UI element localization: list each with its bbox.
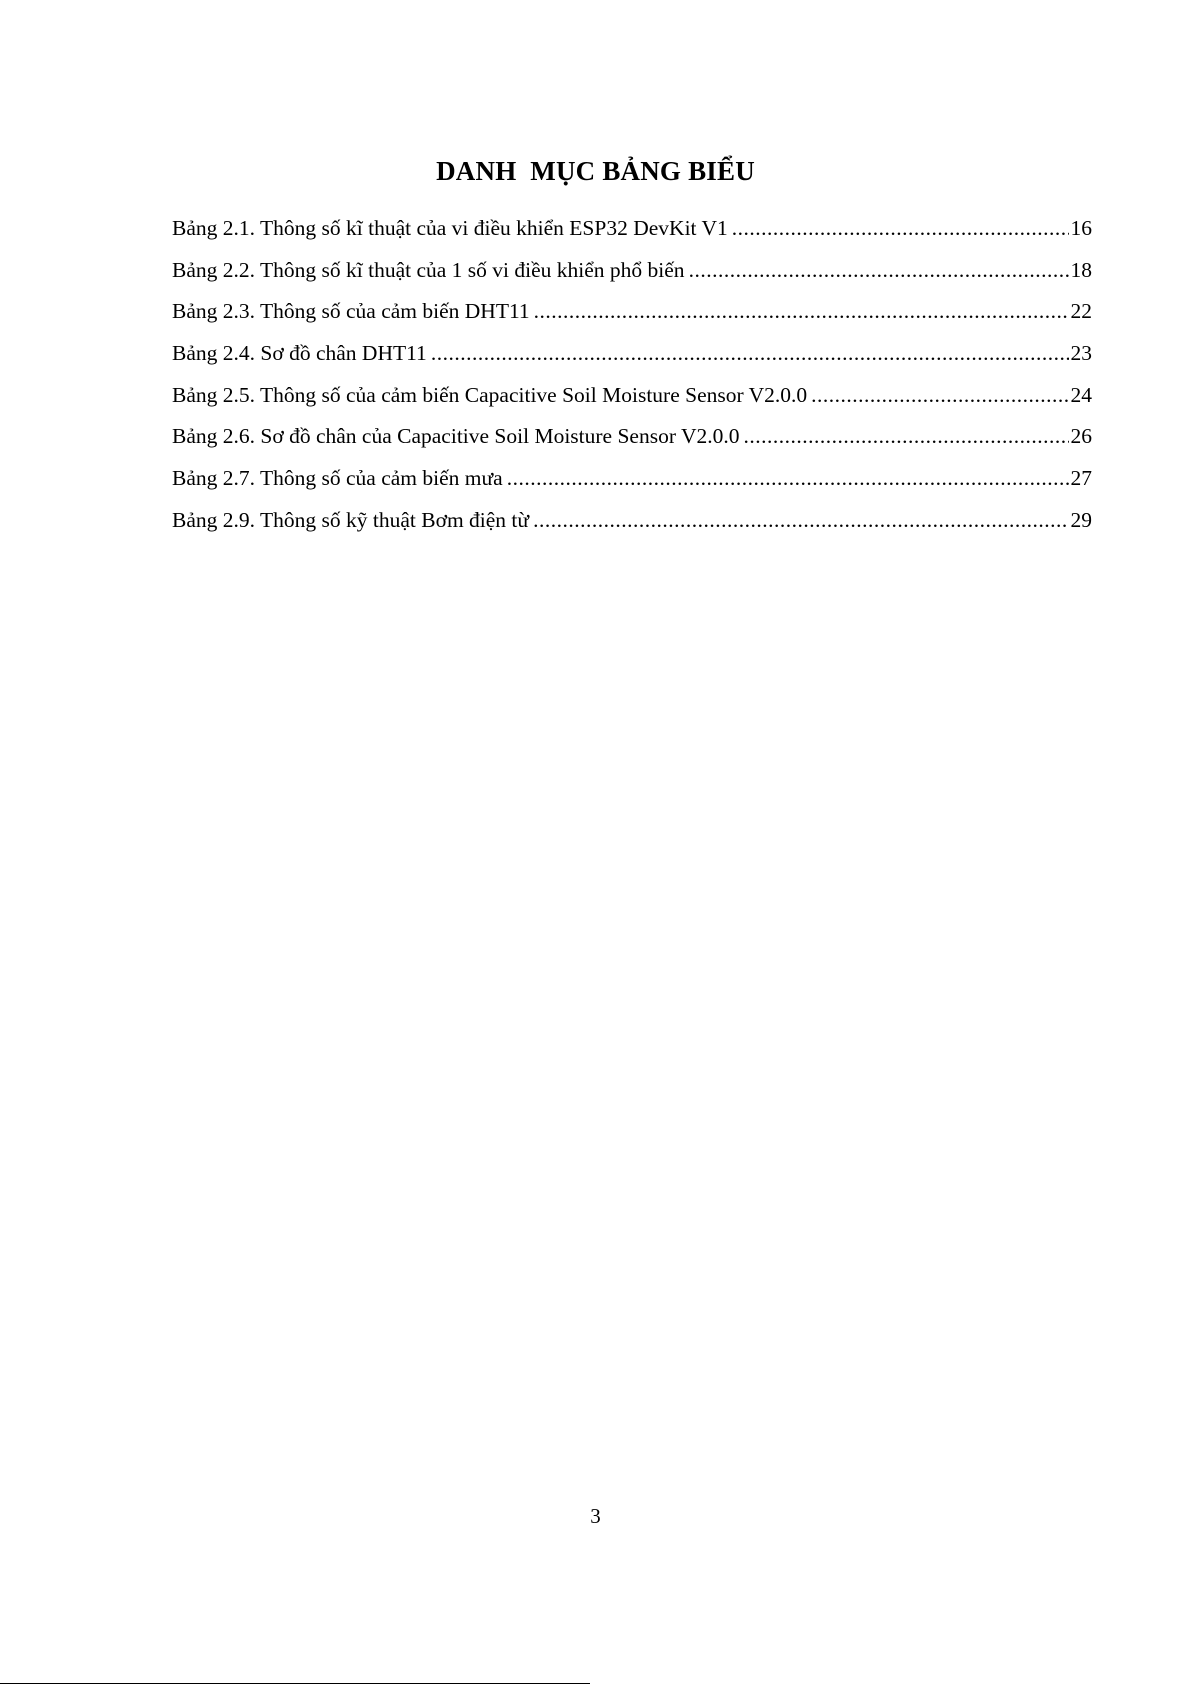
toc-entry-label: Bảng 2.2. Thông số kĩ thuật của 1 số vi điều khiển phổ biến bbox=[172, 257, 685, 282]
toc-entry-page: 26 bbox=[1070, 424, 1092, 449]
toc-entry[interactable] bbox=[172, 380, 1092, 422]
toc-entry-label: Bảng 2.4. Sơ đồ chân DHT11 bbox=[172, 341, 427, 366]
toc-entry-page: 16 bbox=[1070, 216, 1092, 240]
toc-entry-label: Bảng 2.9. Thông số kỹ thuật Bơm điện từ bbox=[172, 507, 530, 532]
toc-entry[interactable] bbox=[172, 463, 1092, 505]
toc-entry[interactable] bbox=[172, 338, 1092, 380]
page-number: 3 bbox=[590, 1504, 601, 1528]
toc-dot-leader bbox=[431, 338, 1069, 368]
toc-entry[interactable] bbox=[172, 296, 1092, 338]
toc-entry-page: 24 bbox=[1070, 382, 1092, 407]
toc-entry-page: 18 bbox=[1070, 257, 1092, 282]
toc-dot-leader bbox=[689, 255, 1069, 285]
toc-entry[interactable] bbox=[172, 421, 1092, 463]
toc-dot-leader bbox=[507, 463, 1069, 493]
toc-dot-leader bbox=[534, 296, 1069, 326]
toc-entry-page: 23 bbox=[1070, 341, 1092, 366]
footer-rule bbox=[0, 1683, 590, 1684]
page-title: DANH MỤC BẢNG BIỂU bbox=[436, 156, 755, 186]
toc-entry-page: 29 bbox=[1070, 507, 1092, 532]
toc-entry-label: Bảng 2.3. Thông số của cảm biến DHT11 bbox=[172, 299, 530, 324]
list-of-tables bbox=[172, 213, 1092, 547]
toc-entry[interactable] bbox=[172, 255, 1092, 297]
toc-dot-leader bbox=[732, 213, 1069, 243]
toc-entry-label: Bảng 2.1. Thông số kĩ thuật của vi điều khiển ESP32 DevKit V1 bbox=[172, 216, 728, 240]
toc-entry-page: 22 bbox=[1070, 299, 1092, 324]
toc-dot-leader bbox=[811, 380, 1068, 410]
toc-entry-label: Bảng 2.6. Sơ đồ chân của Capacitive Soil Moisture Sensor V2.0.0 bbox=[172, 424, 740, 449]
toc-entry-label: Bảng 2.5. Thông số của cảm biến Capacitive Soil Moisture Sensor V2.0.0 bbox=[172, 382, 808, 407]
toc-entry[interactable] bbox=[172, 505, 1092, 547]
toc-dot-leader bbox=[744, 421, 1069, 451]
toc-entry-label: Bảng 2.7. Thông số của cảm biến mưa bbox=[172, 466, 503, 491]
toc-dot-leader bbox=[533, 505, 1068, 535]
toc-entry-page: 27 bbox=[1070, 466, 1092, 491]
toc-entry[interactable] bbox=[172, 213, 1092, 255]
